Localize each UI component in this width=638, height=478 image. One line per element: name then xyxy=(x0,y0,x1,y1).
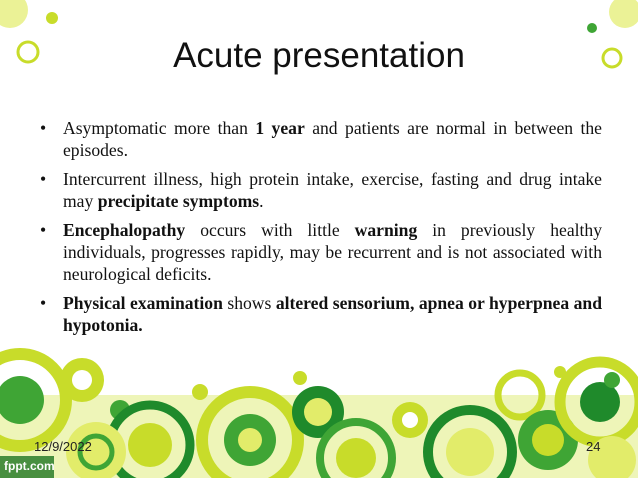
bullet-text: Intercurrent illness, high protein intake, exercise, fasting and drug intake may xyxy=(63,169,602,211)
bullet-bold-text: Encephalopathy xyxy=(63,220,186,240)
bullet-marker: • xyxy=(40,220,47,240)
bullet-item xyxy=(40,117,602,161)
slide-title: Acute presentation xyxy=(173,36,465,75)
bullet-bold-text: warning xyxy=(354,220,418,240)
bullet-bold-text: altered sensorium, apnea or hyperpnea and hypotonia. xyxy=(63,293,602,335)
bullet-text: and patients are normal in between the episodes. xyxy=(63,118,602,160)
bullet-bold-text: 1 year xyxy=(255,118,305,138)
bullet-marker: • xyxy=(40,169,47,189)
bullet-marker: • xyxy=(40,118,47,138)
bullet-text: Asymptomatic more than xyxy=(63,118,256,138)
bullet-item xyxy=(40,292,602,336)
footer-date: 12/9/2022 xyxy=(34,439,92,454)
bullet-text: . xyxy=(259,191,264,211)
bullet-text: occurs with little xyxy=(185,220,355,240)
bullet-bold-text: Physical examination xyxy=(63,293,223,313)
bullet-item xyxy=(40,168,602,212)
bullet-marker: • xyxy=(40,293,47,313)
bullet-list xyxy=(40,117,602,343)
bullet-item xyxy=(40,219,602,285)
bullet-bold-text: precipitate symptoms xyxy=(97,191,260,211)
brand-logo-text: fppt.com xyxy=(4,459,55,473)
page-number: 24 xyxy=(586,439,601,454)
bullet-text: in previously healthy individuals, progresses rapidly, may be recurrent and is not associated with neurological deficits. xyxy=(63,220,602,284)
bullet-text: shows xyxy=(222,293,276,313)
